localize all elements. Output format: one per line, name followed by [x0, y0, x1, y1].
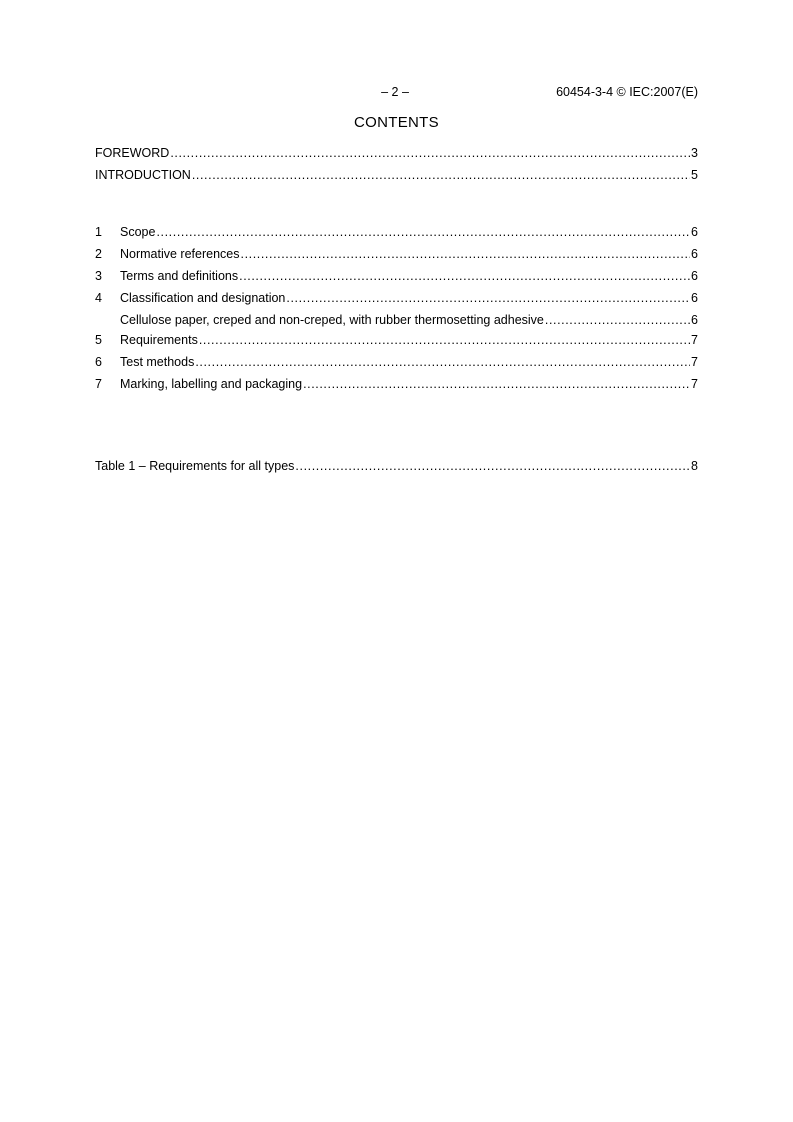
- toc-entry-page: 6: [691, 313, 698, 327]
- toc-entry-label: Normative references: [120, 247, 240, 261]
- dot-leader: [199, 332, 690, 348]
- clause-number: 3: [95, 269, 102, 283]
- toc-entry-page: 7: [691, 377, 698, 391]
- toc-entry-page: 6: [691, 225, 698, 239]
- dot-leader: [170, 145, 690, 161]
- dot-leader: [241, 246, 691, 262]
- clause-number: 2: [95, 247, 102, 261]
- toc-entry-label: Marking, labelling and packaging: [120, 377, 303, 391]
- toc-entry-page: 5: [691, 168, 698, 182]
- clause-number: 5: [95, 333, 102, 347]
- dot-leader: [286, 290, 690, 306]
- toc-entry-label: Table 1 – Requirements for all types: [95, 459, 295, 473]
- toc-entry-normative-references[interactable]: [95, 246, 698, 262]
- clause-number: 4: [95, 291, 102, 305]
- dot-leader: [545, 312, 690, 328]
- toc-entry-classification[interactable]: [95, 290, 698, 306]
- dot-leader: [195, 354, 690, 370]
- toc-entry-label: Classification and designation: [120, 291, 286, 305]
- toc-entry-page: 6: [691, 247, 698, 261]
- toc-entry-test-methods[interactable]: [95, 354, 698, 370]
- document-reference: 60454-3-4 © IEC:2007(E): [556, 85, 698, 99]
- dot-leader: [239, 268, 690, 284]
- toc-entry-requirements[interactable]: [95, 332, 698, 348]
- toc-entry-label: Scope: [120, 225, 156, 239]
- dot-leader: [156, 224, 690, 240]
- toc-entry-foreword[interactable]: [95, 145, 698, 161]
- toc-entry-introduction[interactable]: [95, 167, 698, 183]
- toc-entry-page: 8: [691, 459, 698, 473]
- dot-leader: [192, 167, 690, 183]
- toc-entry-label: Cellulose paper, creped and non-creped, with rubber thermosetting adhesive: [120, 313, 544, 327]
- toc-entry-scope[interactable]: [95, 224, 698, 240]
- toc-entry-table-1[interactable]: [95, 458, 698, 474]
- toc-entry-label: Test methods: [120, 355, 195, 369]
- toc-entry-label: FOREWORD: [95, 146, 170, 160]
- toc-entry-page: 7: [691, 333, 698, 347]
- toc-entry-label: Requirements: [120, 333, 198, 347]
- clause-number: 1: [95, 225, 102, 239]
- toc-entry-label: Terms and definitions: [120, 269, 239, 283]
- toc-entry-label: INTRODUCTION: [95, 168, 191, 182]
- toc-entry-page: 6: [691, 269, 698, 283]
- toc-entry-marking[interactable]: [95, 376, 698, 392]
- toc-entry-page: 6: [691, 291, 698, 305]
- toc-entry-terms-and-definitions[interactable]: [95, 268, 698, 284]
- page-number: – 2 –: [381, 85, 409, 99]
- clause-number: 6: [95, 355, 102, 369]
- toc-entry-page: 7: [691, 355, 698, 369]
- clause-number: 7: [95, 377, 102, 391]
- toc-entry-page: 3: [691, 146, 698, 160]
- dot-leader: [303, 376, 690, 392]
- toc-entry-cellulose-paper[interactable]: [95, 312, 698, 328]
- contents-title: CONTENTS: [354, 114, 439, 131]
- dot-leader: [295, 458, 690, 474]
